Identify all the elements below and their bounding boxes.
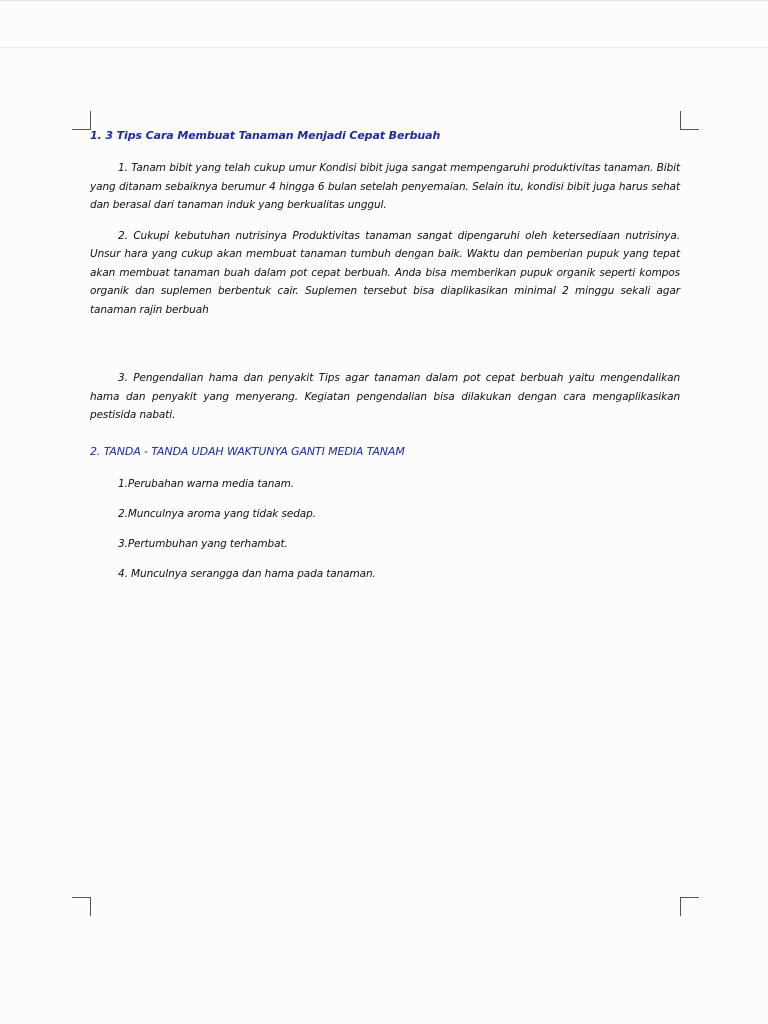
paragraph-nutrisi: 2. Cukupi kebutuhan nutrisinya Produktivitas tanaman sangat dipengaruhi oleh ketersediaan nutrisinya. Unsur hara yang cukup akan membuat tanaman tumbuh dengan baik. Waktu dan pemberian pupuk yang tepat akan membuat tanaman buah dalam pot cepat berbuah. Anda bisa memberikan pupuk organik seperti kompos organik dan suplemen berbentuk cair. Suplemen tersebut bisa diaplikasikan minimal 2 minggu sekali agar tanaman rajin berbuah: [90, 229, 680, 316]
document-body: [90, 127, 680, 595]
list-item: 1.Perubahan warna media tanam.: [118, 477, 294, 490]
page-top-edge: [0, 47, 768, 48]
section-heading-tips: 1. 3 Tips Cara Membuat Tanaman Menjadi Cepat Berbuah: [90, 129, 441, 142]
list-item: 2.Munculnya aroma yang tidak sedap.: [118, 507, 316, 520]
list-item: 4. Munculnya serangga dan hama pada tanaman.: [118, 567, 376, 580]
crop-mark-bottom-left: [72, 897, 91, 916]
crop-mark-bottom-right: [680, 897, 699, 916]
blank-line: [90, 331, 680, 369]
paragraph-hama: 3. Pengendalian hama dan penyakit Tips agar tanaman dalam pot cepat berbuah yaitu mengendalikan hama dan penyakit yang menyerang. Kegiatan pengendalian bisa dilakukan dengan cara mengaplikasikan pestisida nabati.: [90, 372, 680, 421]
section-heading-tanda: 2. TANDA - TANDA UDAH WAKTUNYA GANTI MEDIA TANAM: [90, 444, 405, 458]
crop-mark-top-left: [72, 111, 91, 130]
list-item: 3.Pertumbuhan yang terhambat.: [118, 537, 288, 550]
paragraph-bibit: 1. Tanam bibit yang telah cukup umur Kondisi bibit juga sangat mempengaruhi produktivitas tanaman. Bibit yang ditanam sebaiknya berumur 4 hingga 6 bulan setelah penyemaian. Selain itu, kondisi bibit juga harus sehat dan berasal dari tanaman induk yang berkualitas unggul.: [90, 162, 680, 211]
crop-mark-top-right: [680, 111, 699, 130]
